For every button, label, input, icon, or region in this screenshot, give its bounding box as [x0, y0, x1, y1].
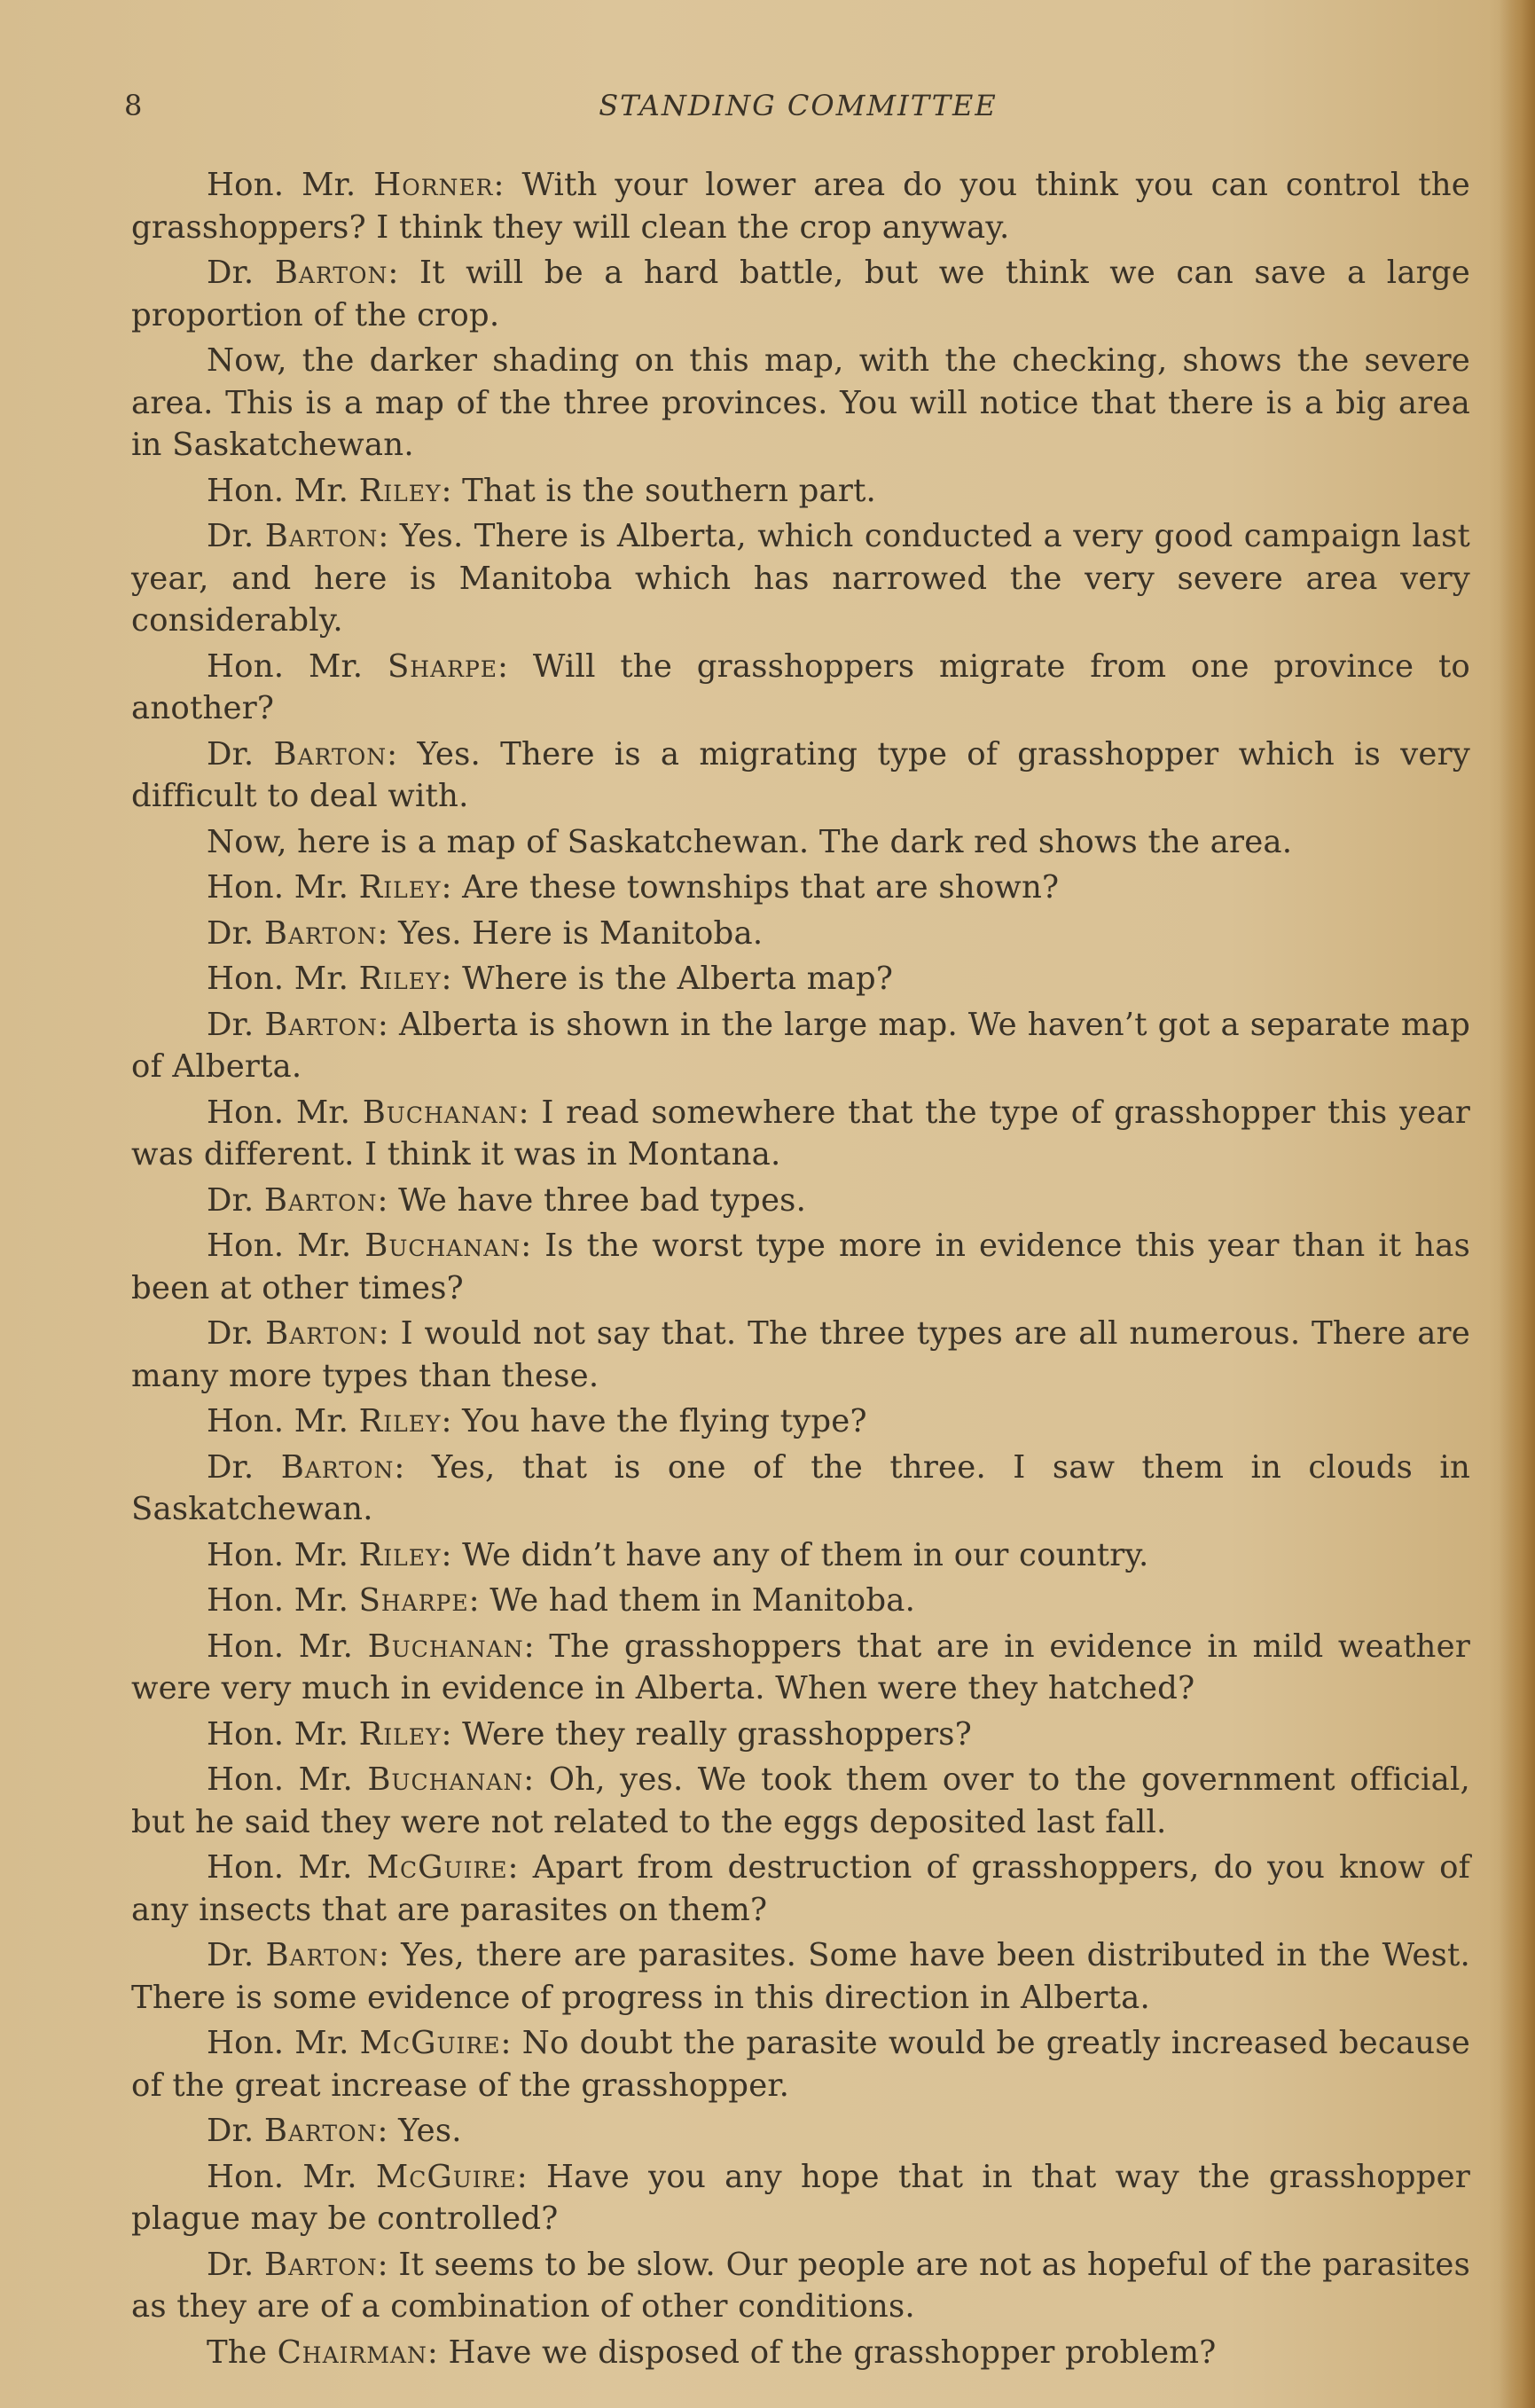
transcript-paragraph [131, 913, 1470, 955]
transcript-paragraph [131, 1534, 1470, 1577]
speaker-title: Dr. [207, 1181, 264, 1219]
speaker-title: Dr. [207, 255, 275, 291]
speaker-title: Dr. [207, 1448, 281, 1486]
speaker-name: Barton [264, 2246, 378, 2283]
speaker-title: Hon. Mr. [207, 1849, 367, 1886]
speech-text: : The grasshoppers that are in evidence in mild weather were very much in evidence in Alberta. When were they hatched? [131, 1628, 1470, 1706]
speaker-title: Hon. Mr. [207, 1761, 368, 1798]
speaker-name: Barton [265, 1937, 380, 1973]
speech-text: : Were they really grasshoppers? [441, 1715, 972, 1753]
speaker-name: McGuire [375, 2158, 517, 2195]
transcript-paragraph [131, 1180, 1470, 1222]
transcript-paragraph [131, 1004, 1470, 1088]
speaker-title: Dr. [207, 914, 264, 952]
speaker-name: McGuire [359, 2025, 501, 2061]
transcript-paragraph [131, 646, 1470, 730]
speaker-name: Horner [373, 167, 494, 203]
transcript-paragraph [131, 2110, 1470, 2153]
transcript-paragraph [131, 1313, 1470, 1397]
speaker-title: Dr. [207, 1006, 265, 1043]
running-head: STANDING COMMITTEE [599, 89, 998, 122]
speaker-name: Buchanan [364, 1228, 521, 1264]
transcript-paragraph [131, 1580, 1470, 1622]
speaker-title: Dr. [207, 518, 265, 554]
speech-text: : Yes. [377, 2113, 462, 2149]
speech-text: : We have three bad types. [377, 1181, 807, 1219]
speaker-title: Hon. Mr. [207, 1628, 368, 1665]
speaker-name: Barton [265, 1315, 379, 1352]
speaker-title: Hon. Mr. [207, 2158, 376, 2195]
speaker-title: Hon. Mr. [207, 1536, 359, 1573]
transcript-paragraph [131, 252, 1470, 336]
transcript-paragraph [131, 2156, 1470, 2240]
speaker-name: Riley [358, 1403, 442, 1439]
transcript-paragraph [131, 1447, 1470, 1531]
speaker-title: Dr. [207, 2113, 264, 2149]
speaker-name: Riley [358, 472, 442, 509]
transcript-paragraph [131, 1759, 1470, 1843]
transcript-paragraph [131, 1400, 1470, 1443]
speaker-title: Dr. [207, 1937, 266, 1973]
speech-text: : Yes. There is Alberta, which conducted a very good campaign last year, and here is Manitoba which has narrowed the very severe area very considerably. [131, 518, 1470, 639]
transcript-paragraph [131, 867, 1470, 909]
speaker-name: Buchanan [367, 1761, 524, 1798]
page-header [124, 89, 1472, 133]
speaker-title: Hon. Mr. [207, 647, 388, 685]
speech-text: : I read somewhere that the type of grasshopper this year was different. I think it was in Montana. [131, 1094, 1470, 1173]
transcript-paragraph [131, 1714, 1470, 1756]
speaker-name: Buchanan [367, 1628, 524, 1665]
speech-text: : Will the grasshoppers migrate from one province to another? [131, 647, 1470, 726]
page-number: 8 [124, 89, 143, 122]
speaker-name: Sharpe [358, 1582, 469, 1619]
speaker-name: Sharpe [387, 647, 498, 685]
speaker-name: Barton [263, 1181, 378, 1219]
speaker-name: Riley [358, 1715, 442, 1753]
transcript-paragraph [131, 1626, 1470, 1710]
speaker-title: Hon. Mr. [207, 167, 374, 203]
transcript-paragraph [131, 958, 1470, 1000]
speech-text: Now, here is a map of Saskatchewan. The dark red shows the area. [207, 823, 1293, 860]
speech-text: : Have you any hope that in that way the grasshopper plague may be controlled? [131, 2158, 1470, 2237]
speech-text: : Yes. There is a migrating type of grasshopper which is very difficult to deal with. [131, 735, 1470, 814]
speaker-title: Hon. Mr. [207, 869, 359, 906]
speaker-title: Hon. Mr. [207, 1228, 365, 1264]
speech-text: : Apart from destruction of grasshoppers, do you know of any insects that are parasites on them? [131, 1849, 1470, 1928]
transcript-paragraph [131, 340, 1470, 467]
transcript-paragraph [131, 515, 1470, 642]
transcript-paragraph [131, 2022, 1470, 2106]
speaker-title: Dr. [207, 2246, 264, 2283]
transcript-paragraph [131, 1092, 1470, 1176]
speech-text: : It seems to be slow. Our people are not as hopeful of the parasites as they are of a combination of other conditions. [131, 2246, 1470, 2325]
speaker-title: Hon. Mr. [207, 2025, 360, 2061]
transcript-paragraph [131, 164, 1470, 248]
speaker-name: McGuire [366, 1849, 508, 1886]
speech-text: : It will be a hard battle, but we think we can save a large proportion of the crop. [131, 255, 1470, 333]
speaker-name: Barton [263, 914, 378, 952]
speech-text: : We had them in Manitoba. [468, 1582, 916, 1619]
speaker-title: Hon. Mr. [207, 1403, 359, 1439]
speech-text: Now, the darker shading on this map, with the checking, shows the severe area. This is a map of the three provinces. You will notice that there is a big area in Saskatchewan. [131, 342, 1470, 463]
speaker-name: Riley [358, 1536, 442, 1573]
speaker-name: Barton [273, 735, 388, 773]
transcript-paragraph [131, 733, 1470, 818]
speech-text: : Alberta is shown in the large map. We haven’t got a separate map of Alberta. [131, 1006, 1470, 1085]
transcript-paragraph [131, 821, 1470, 864]
speech-text: : Have we disposed of the grasshopper problem? [427, 2333, 1217, 2371]
transcript-paragraph [131, 2332, 1470, 2374]
speech-text: : Oh, yes. We took them over to the government official, but he said they were not related to the eggs deposited last fall. [131, 1761, 1470, 1840]
speaker-name: Riley [358, 869, 442, 906]
speech-text: : No doubt the parasite would be greatly increased because of the great increase of the grasshopper. [131, 2025, 1470, 2104]
speaker-title: The [207, 2333, 278, 2371]
speaker-name: Barton [274, 255, 388, 291]
speaker-title: Hon. Mr. [207, 961, 359, 997]
speech-text: : Yes, there are parasites. Some have been distributed in the West. There is some evidence of progress in this direction in Alberta. [131, 1937, 1471, 2016]
speaker-title: Hon. Mr. [207, 1094, 363, 1131]
speech-text: : Are these townships that are shown? [441, 869, 1060, 906]
speaker-title: Dr. [207, 735, 274, 773]
speaker-title: Hon. Mr. [207, 472, 359, 509]
speech-text: : Yes. Here is Manitoba. [377, 914, 764, 952]
speaker-name: Barton [264, 518, 379, 554]
speech-text: : We didn’t have any of them in our country. [441, 1536, 1149, 1573]
speaker-title: Dr. [207, 1315, 266, 1352]
transcript-paragraph [131, 1225, 1470, 1309]
speaker-title: Hon. Mr. [207, 1582, 359, 1619]
transcript-paragraph [131, 2244, 1470, 2328]
speaker-name: Riley [358, 961, 442, 997]
speaker-name: Barton [263, 2113, 378, 2149]
speech-text: : That is the southern part. [441, 472, 877, 509]
speech-text: : I would not say that. The three types are all numerous. There are many more types than these. [131, 1315, 1470, 1394]
paragraph-gap [131, 2373, 1470, 2377]
transcript-paragraph [131, 1847, 1470, 1931]
speaker-name: Chairman [277, 2333, 427, 2371]
speech-text: : You have the flying type? [441, 1403, 867, 1439]
speaker-name: Barton [280, 1448, 395, 1486]
transcript-paragraph [131, 1934, 1470, 2019]
speech-text: : Yes, that is one of the three. I saw them in clouds in Saskatchewan. [131, 1448, 1471, 1527]
speech-text: : With your lower area do you think you can control the grasshoppers? I think they will clean the crop anyway. [131, 167, 1470, 246]
transcript-body [131, 164, 1470, 2377]
speaker-name: Buchanan [362, 1094, 519, 1131]
transcript-paragraph [131, 470, 1470, 513]
page-edge-shading [1500, 0, 1535, 2408]
speech-text: : Is the worst type more in evidence this year than it has been at other times? [131, 1228, 1470, 1306]
speaker-name: Barton [264, 1006, 378, 1043]
speaker-title: Hon. Mr. [207, 1715, 359, 1753]
speech-text: : Where is the Alberta map? [441, 961, 894, 997]
